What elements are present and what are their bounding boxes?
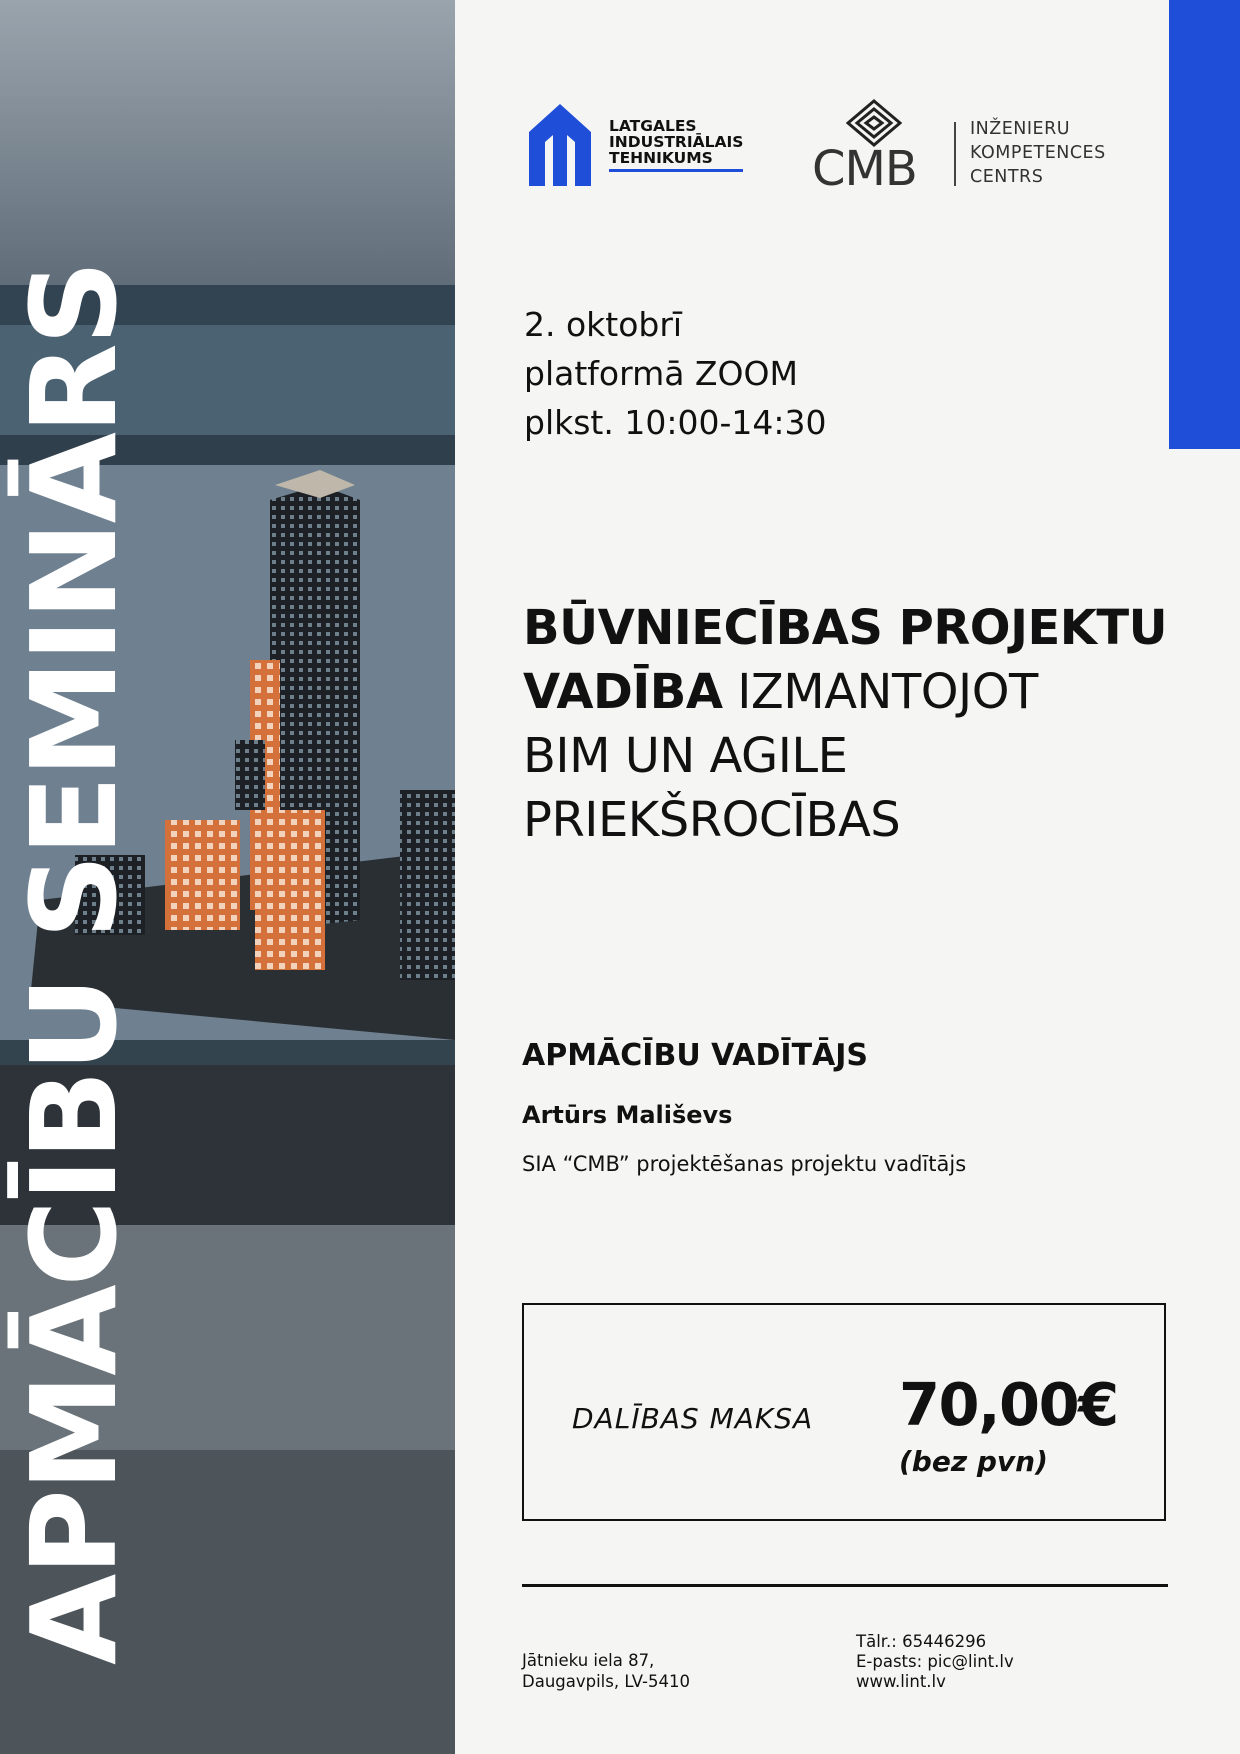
lit-logo-line: TEHNIKUMS <box>609 149 713 167</box>
footer-address <box>522 1650 690 1692</box>
address-line: Jātnieku iela 87, <box>522 1651 655 1670</box>
event-info <box>524 300 826 447</box>
footer-divider <box>522 1584 1168 1587</box>
cmb-subtitle <box>970 117 1106 189</box>
event-time: plkst. 10:00-14:30 <box>524 403 827 442</box>
lit-logo <box>527 102 743 188</box>
cmb-divider <box>954 122 956 186</box>
lit-logo-line: INDUSTRIĀLAIS <box>609 133 744 151</box>
contact-website[interactable]: www.lint.lv <box>856 1672 946 1691</box>
contact-phone: Tālr.: 65446296 <box>856 1632 987 1651</box>
lit-house-icon <box>527 102 593 188</box>
price-label: DALĪBAS MAKSA <box>572 1402 814 1435</box>
trainer-role: SIA “CMB” projektēšanas projektu vadītājs <box>522 1152 967 1176</box>
contact-email[interactable]: E-pasts: pic@lint.lv <box>856 1652 1014 1671</box>
cmb-subtitle-line: KOMPETENCES <box>970 143 1106 163</box>
title-line-2-bold: VADĪBA <box>523 664 723 720</box>
title-line-3: BIM UN AGILE <box>523 728 848 784</box>
lit-logo-line: LATGALES <box>609 117 697 135</box>
cmb-letters: CMB <box>812 141 917 197</box>
cmb-diamond-icon <box>846 99 902 147</box>
title-line-1: BŪVNIECĪBAS PROJEKTU <box>523 600 1168 656</box>
trainer-name: Artūrs Mališevs <box>522 1101 733 1129</box>
hero-photo <box>0 0 455 1754</box>
vertical-title: APMĀCĪBU SEMINĀRS <box>5 262 143 1665</box>
cmb-subtitle-line: CENTRS <box>970 167 1044 187</box>
accent-bar <box>1169 0 1240 449</box>
seminar-title <box>523 596 1167 852</box>
title-line-2-rest: IZMANTOJOT <box>722 664 1038 720</box>
event-date: 2. oktobrī <box>524 305 683 344</box>
price-box <box>522 1303 1166 1521</box>
title-line-4: PRIEKŠROCĪBAS <box>523 792 901 848</box>
architecture-photo-illustration <box>0 0 455 1754</box>
cmb-logo <box>812 95 1106 197</box>
address-line: Daugavpils, LV-5410 <box>522 1672 690 1691</box>
cmb-mark <box>812 99 940 197</box>
event-platform: platformā ZOOM <box>524 354 798 393</box>
footer-contact <box>856 1632 1014 1692</box>
lit-logo-text <box>609 118 743 172</box>
price-note: (bez pvn) <box>899 1445 1048 1478</box>
cmb-subtitle-line: INŽENIERU <box>970 119 1071 139</box>
price-value: 70,00€ <box>899 1370 1118 1439</box>
trainer-heading: APMĀCĪBU VADĪTĀJS <box>522 1038 869 1073</box>
